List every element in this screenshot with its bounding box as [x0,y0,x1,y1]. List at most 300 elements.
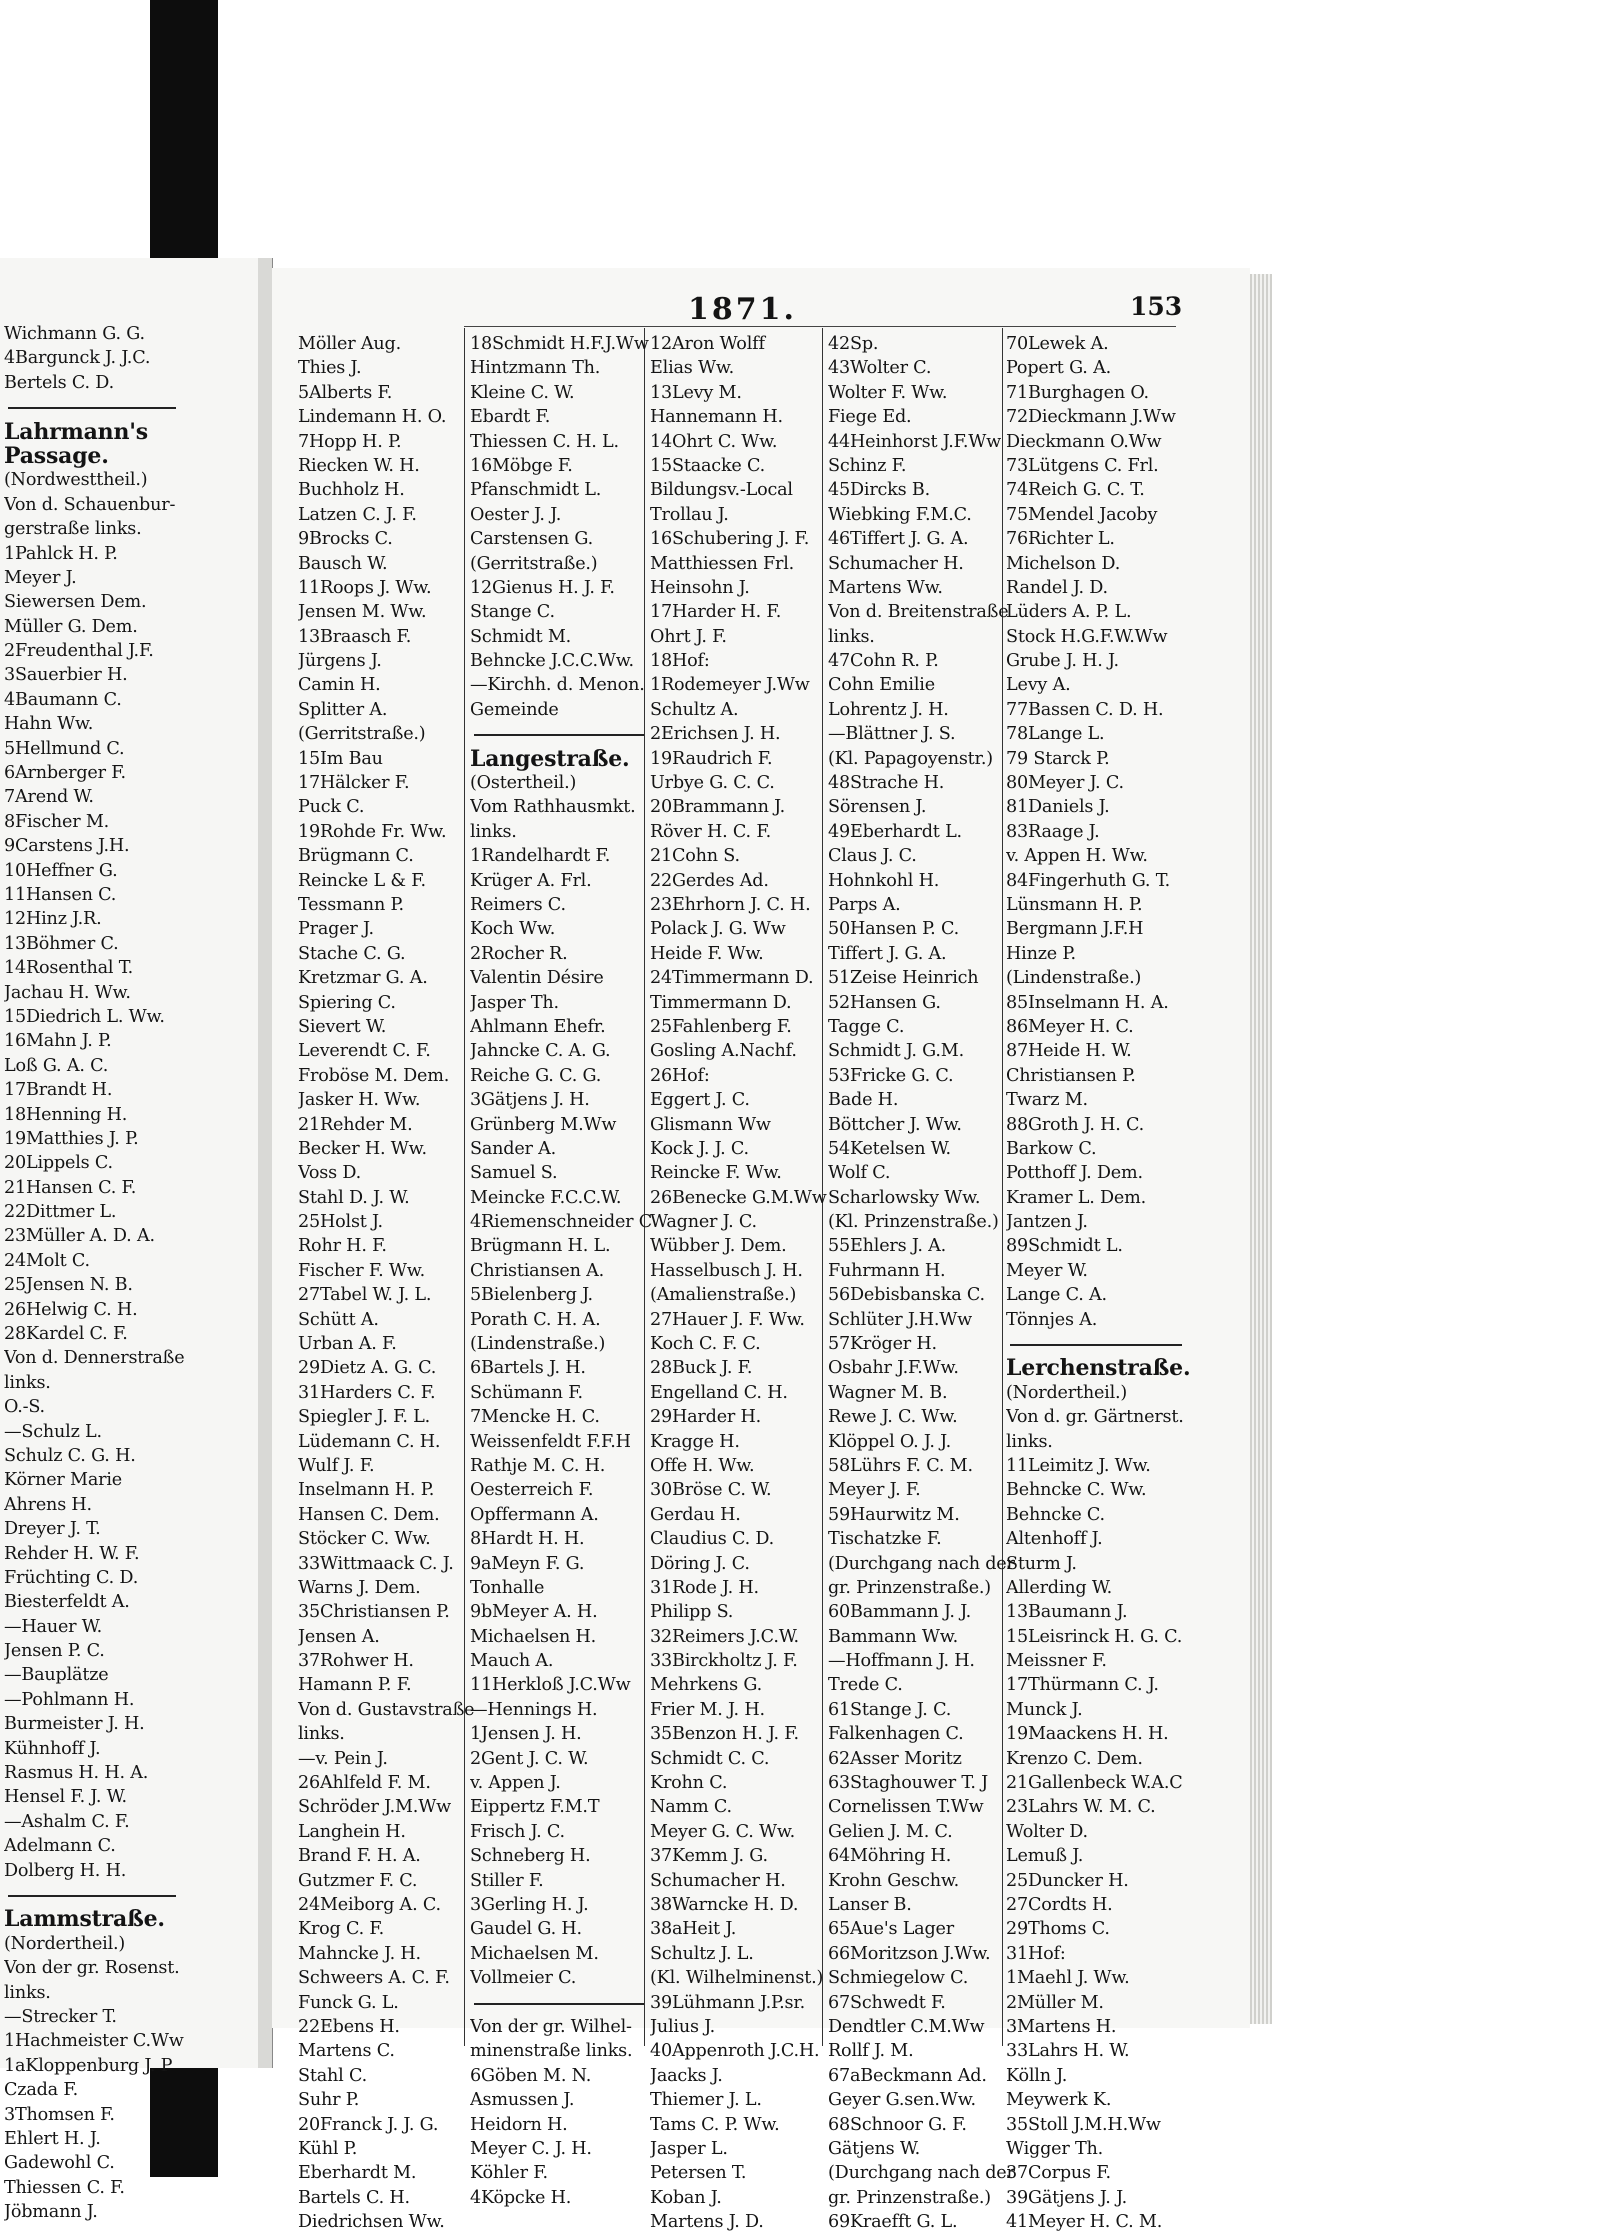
directory-entry: Bildungsv.-Local [650,480,793,501]
directory-entry: 28Buck J. F. [650,1358,753,1379]
directory-entry: —Hoffmann J. H. [828,1651,975,1672]
directory-entry: links. [4,1372,51,1393]
directory-entry: Stahl C. [298,2065,367,2086]
directory-entry: Mehrkens G. [650,1675,763,1696]
directory-entry: Barkow C. [1006,1138,1097,1159]
directory-entry: 68Schnoor G. F. [828,2114,967,2135]
directory-entry: Meyer G. C. Ww. [650,1821,796,1842]
directory-entry: Ehlert H. J. [4,2128,101,2149]
directory-entry: Glismann Ww [650,1114,771,1135]
directory-entry: Martens Ww. [828,577,943,598]
directory-entry: Sörensen J. [828,797,927,818]
directory-entry: (Amalienstraße.) [650,1285,797,1306]
directory-entry: Splitter A. [298,699,388,720]
directory-entry: 25Holst J. [298,1212,383,1233]
directory-entry: Adelmann C. [4,1836,116,1857]
directory-entry: Petersen T. [650,2163,747,2184]
directory-entry: 52Hansen G. [828,992,941,1013]
street-heading: Langestraße. [470,746,630,772]
directory-entry: Ohrt J. F. [650,626,727,647]
directory-entry: Meincke F.C.C.W. [470,1187,622,1208]
directory-entry: Rohr H. F. [298,1236,387,1257]
directory-entry: Dendtler C.M.Ww [828,2016,985,2037]
directory-entry: Tessmann P. [298,894,404,915]
directory-entry: Von d. Breitenstraße [828,602,1009,623]
directory-entry: Behncke J.C.C.Ww. [470,651,634,672]
directory-entry: 20Brammann J. [650,797,786,818]
directory-entry: Thies J. [298,358,362,379]
directory-entry: links. [828,626,875,647]
directory-entry: Sander A. [470,1138,557,1159]
directory-entry: —Hennings H. [470,1699,598,1720]
directory-entry: Schumacher H. [828,553,964,574]
directory-entry: Lemuß J. [1006,1846,1084,1867]
directory-entry: Oester J. J. [470,504,562,525]
directory-entry: Parps A. [828,894,901,915]
street-heading: Lerchenstraße. [1006,1356,1191,1381]
directory-entry: 25Duncker H. [1006,1870,1129,1891]
directory-entry: Offe H. Ww. [650,1455,755,1476]
directory-entry: 11Hansen C. [4,884,117,905]
directory-entry: Claudius C. D. [650,1529,775,1550]
directory-entry: Wagner J. C. [650,1212,757,1233]
directory-entry: Samuel S. [470,1163,558,1184]
directory-entry: 80Meyer J. C. [1006,773,1124,794]
directory-entry: Körner Marie [4,1470,122,1491]
directory-entry: Reimers C. [470,894,566,915]
directory-entry: Christiansen P. [1006,1065,1136,1086]
directory-entry: Meyer J. [4,567,77,588]
directory-entry: 1aKloppenburg J. P [4,2055,173,2076]
directory-entry: Grünberg M.Ww [470,1114,617,1135]
directory-entry: Sturm J. [1006,1553,1077,1574]
directory-entry: 67aBeckmann Ad. [828,2065,987,2086]
directory-entry: 35Christiansen P. [298,1602,450,1623]
directory-entry: Krog C. F. [298,1919,385,1940]
directory-entry: 50Hansen P. C. [828,919,959,940]
directory-entry: 12Gienus H. J. F. [470,577,615,598]
directory-entry: 27Tabel W. J. L. [298,1285,432,1306]
directory-entry: Gutzmer F. C. [298,1870,418,1891]
directory-entry: Gaudel G. H. [470,1919,582,1940]
directory-entry: v. Appen H. Ww. [1006,846,1148,867]
directory-entry: 76Richter L. [1006,529,1115,550]
directory-entry: Reincke F. Ww. [650,1163,782,1184]
directory-entry: Krüger A. Frl. [470,870,592,891]
directory-entry: Grube J. H. J. [1006,651,1119,672]
directory-entry: Gerdau H. [650,1504,741,1525]
directory-entry: 12Aron Wolff [650,334,765,354]
directory-entry: —v. Pein J. [298,1748,388,1769]
directory-entry: 26Ahlfeld F. M. [298,1773,431,1794]
directory-entry: Twarz M. [1006,1090,1088,1111]
directory-entry: 14Rosenthal T. [4,958,134,979]
directory-entry: Wolter D. [1006,1821,1088,1842]
directory-entry: Jasper L. [650,2138,728,2159]
directory-entry: (Nordwesttheil.) [4,470,148,491]
directory-entry: Diedrichsen Ww. [298,2212,445,2233]
directory-entry: Polack J. G. Ww [650,919,786,940]
directory-entry: 8Hardt H. H. [470,1529,585,1550]
directory-entry: Falkenhagen C. [828,1724,964,1745]
directory-entry: Von d. Dennerstraße [4,1348,185,1369]
directory-column-3 [650,332,827,2234]
directory-entry: Leverendt C. F. [298,1041,431,1062]
directory-entry: 83Raage J. [1006,821,1100,842]
directory-entry: Sievert W. [298,1016,387,1037]
directory-entry: Pfanschmidt L. [470,480,602,501]
directory-entry: 47Cohn R. P. [828,651,939,672]
directory-entry: 20Franck J. J. G. [298,2114,439,2135]
directory-entry: Lohrentz J. H. [828,699,949,720]
directory-entry: 69Kraefft G. L. [828,2212,958,2233]
directory-entry: 77Bassen C. D. H. [1006,699,1164,720]
directory-entry: 7Arend W. [4,787,94,808]
directory-entry: Schröder J.M.Ww [298,1797,451,1818]
directory-entry: Trede C. [828,1675,903,1696]
directory-entry: Oesterreich F. [470,1480,594,1501]
directory-entry: 40Appenroth J.C.H. [650,2041,820,2062]
directory-entry: 55Ehlers J. A. [828,1236,947,1257]
directory-entry: 1Hachmeister C.Ww [4,2031,184,2052]
directory-entry: Lüders A. P. L. [1006,602,1132,623]
directory-entry: (Lindenstraße.) [470,1334,606,1355]
directory-entry: Schultz J. L. [650,1943,754,1964]
directory-entry: 28Kardel C. F. [4,1324,128,1345]
directory-entry: 18Schmidt H.F.J.Ww [470,334,649,354]
directory-entry: Osbahr J.F.Ww. [828,1358,959,1379]
directory-entry: 23Lahrs W. M. C. [1006,1797,1156,1818]
directory-entry: 63Staghouwer T. J [828,1773,988,1794]
directory-entry: Voss D. [298,1163,362,1184]
directory-entry: Urbye G. C. C. [650,773,775,794]
directory-entry: 78Lange L. [1006,724,1105,745]
directory-entry: 32Reimers J.C.W. [650,1626,799,1647]
directory-entry: Döring J. C. [650,1553,750,1574]
directory-entry: 4Bargunck J. J.C. [4,348,151,369]
directory-entry: Jürgens J. [298,651,382,672]
directory-entry: —Hauer W. [4,1616,102,1637]
directory-entry: 21Gallenbeck W.A.C [1006,1773,1183,1794]
directory-entry: Früchting C. D. [4,1567,139,1588]
directory-entry: 22Dittmer L. [4,1202,117,1223]
directory-entry: (Lindenstraße.) [1006,968,1142,989]
left-page-column [4,322,184,2224]
directory-entry: 66Moritzson J.Ww. [828,1943,991,1964]
directory-entry: 18Henning H. [4,1104,128,1125]
directory-entry: 38Warncke H. D. [650,1895,799,1915]
directory-entry: Gosling A.Nachf. [650,1041,797,1062]
directory-entry: Schümann F. [470,1382,583,1403]
directory-entry: Koban J. [650,2187,722,2208]
directory-entry: 35Benzon H. J. F. [650,1724,799,1745]
directory-entry: 56Debisbanska C. [828,1285,985,1306]
directory-entry: Von d. gr. Gärtnerst. [1006,1407,1184,1428]
directory-column-4 [828,332,1015,2234]
directory-entry: Fuhrmann H. [828,1260,946,1281]
directory-entry: Jaacks J. [650,2065,723,2086]
directory-entry: 62Asser Moritz [828,1748,962,1769]
directory-entry: 37Rohwer H. [298,1651,414,1672]
directory-entry: 3Gätjens J. H. [470,1090,590,1111]
directory-entry: 6Arnberger F. [4,763,126,784]
section-rule [470,1991,652,2015]
directory-entry: 24Molt C. [4,1250,90,1271]
directory-entry: Hahn Ww. [4,714,94,735]
directory-entry: Reiche G. C. G. [470,1065,602,1086]
directory-entry: Hasselbusch J. H. [650,1260,803,1281]
directory-entry: Schmidt J. G.M. [828,1041,964,1062]
directory-entry: links. [1006,1431,1053,1452]
directory-entry: Stiller F. [470,1870,544,1891]
directory-entry: Wolf C. [828,1163,891,1184]
directory-entry: Röver H. C. F. [650,821,771,842]
directory-entry: Siewersen Dem. [4,592,147,613]
directory-entry: Engelland C. H. [650,1382,788,1403]
directory-entry: 7Mencke H. C. [470,1407,600,1428]
directory-entry: Jasper Th. [470,992,559,1013]
directory-entry: Heinsohn J. [650,577,750,598]
directory-entry: 5Alberts F. [298,382,393,403]
directory-entry: 13Baumann J. [1006,1602,1128,1623]
directory-entry: 39Lühmann J.P.sr. [650,1992,806,2013]
directory-entry: Tischatzke F. [828,1529,942,1550]
directory-entry: 3Thomsen F. [4,2104,115,2125]
directory-entry: 11Herkloß J.C.Ww [470,1675,631,1696]
directory-entry: Wolter F. Ww. [828,382,948,403]
directory-entry: Kretzmar G. A. [298,968,428,989]
directory-entry: Meissner F. [1006,1651,1107,1672]
directory-entry: Schütt A. [298,1309,379,1330]
directory-entry: Behncke C. [1006,1504,1105,1525]
directory-entry: 14Ohrt C. Ww. [650,431,778,452]
directory-entry: Dreyer J. T. [4,1519,101,1540]
page-year: 1871. [688,292,797,327]
directory-entry: 9Carstens J.H. [4,836,130,857]
directory-entry: Scharlowsky Ww. [828,1187,981,1208]
directory-entry: Kölln J. [1006,2065,1068,2086]
directory-entry: 42Sp. [828,334,879,354]
directory-entry: Wigger Th. [1006,2138,1103,2159]
directory-entry: Vom Rathhausmkt. [470,797,636,818]
directory-entry: Hohnkohl H. [828,870,940,891]
directory-entry: Popert G. A. [1006,358,1111,379]
page-edges [1250,274,1272,2024]
directory-entry: Müller G. Dem. [4,616,138,637]
directory-entry: Bade H. [828,1090,899,1111]
directory-entry: Klöppel O. J. J. [828,1431,952,1452]
directory-entry: gerstraße links. [4,519,142,540]
directory-entry: Cornelissen T.Ww [828,1797,984,1818]
directory-entry: 19Rohde Fr. Ww. [298,821,447,842]
directory-entry: 1Rodemeyer J.Ww [650,675,810,696]
directory-entry: 13Böhmer C. [4,933,119,954]
directory-entry: Meyer W. [1006,1260,1088,1281]
directory-entry: 65Aue's Lager [828,1919,954,1940]
directory-entry: 88Groth J. H. C. [1006,1114,1145,1135]
directory-entry: Elias Ww. [650,358,735,379]
directory-entry: 25Fahlenberg F. [650,1016,792,1037]
directory-entry: Trollau J. [650,504,729,525]
directory-entry: links. [470,821,517,842]
directory-entry: Frier M. J. H. [650,1699,765,1720]
directory-entry: 67Schwedt F. [828,1992,946,2013]
directory-entry: Meywerk K. [1006,2090,1112,2111]
directory-entry: Prager J. [298,919,374,940]
directory-entry: Koch Ww. [470,919,556,940]
directory-entry: Kühnhoff J. [4,1738,101,1759]
directory-entry: 15Diedrich L. Ww. [4,1006,165,1027]
directory-entry: 86Meyer H. C. [1006,1016,1134,1037]
directory-entry: 29Dietz A. G. C. [298,1358,437,1379]
directory-entry: 31Harders C. F. [298,1382,436,1403]
directory-entry: 89Schmidt L. [1006,1236,1123,1257]
directory-entry: 6Göben M. N. [470,2065,592,2086]
directory-entry: 51Zeise Heinrich [828,968,979,989]
directory-entry: 24Timmermann D. [650,968,814,989]
directory-entry: Hamann P. F. [298,1675,412,1696]
directory-entry: 16Möbge F. [470,455,573,476]
directory-entry: Wichmann G. G. [4,324,145,344]
directory-entry: Kramer L. Dem. [1006,1187,1147,1208]
directory-entry: 64Möhring H. [828,1846,952,1867]
directory-entry: 4Köpcke H. [470,2187,572,2208]
directory-entry: Gätjens W. [828,2138,921,2159]
directory-entry: Rasmus H. H. A. [4,1763,149,1784]
header-rule [464,326,1176,327]
directory-entry: Funck G. L. [298,1992,399,2013]
binding-strap-top [150,0,218,262]
directory-entry: Wulf J. F. [298,1455,375,1476]
directory-entry: 38aHeit J. [650,1919,737,1940]
directory-entry: Inselmann H. P. [298,1480,435,1501]
directory-entry: 23Müller A. D. A. [4,1226,155,1247]
directory-entry: Lindemann H. O. [298,407,447,428]
directory-entry: Vollmeier C. [470,1968,577,1989]
directory-entry: (Nordertheil.) [1006,1382,1128,1403]
directory-entry: 1Jensen J. H. [470,1724,582,1745]
directory-entry: Langhein H. [298,1821,406,1842]
directory-entry: Krohn Geschw. [828,1870,960,1891]
directory-entry: 33Lahrs H. W. [1006,2041,1130,2062]
directory-entry: Koch C. F. C. [650,1334,761,1355]
directory-entry: Timmermann D. [650,992,792,1013]
directory-entry: Opffermann A. [470,1504,599,1525]
directory-entry: Schlüter J.H.Ww [828,1309,973,1330]
directory-entry: Fischer F. Ww. [298,1260,425,1281]
directory-entry: 9Brocks C. [298,529,393,550]
directory-entry: Gelien J. M. C. [828,1821,953,1842]
directory-entry: 73Lütgens C. Frl. [1006,455,1159,476]
directory-entry: 17Brandt H. [4,1080,113,1101]
directory-entry: Jantzen J. [1006,1212,1088,1233]
directory-entry: 21Hansen C. F. [4,1177,137,1198]
directory-entry: Czada F. [4,2080,79,2101]
directory-entry: 4Riemenschneider C [470,1212,653,1233]
directory-entry: Camin H. [298,675,381,696]
directory-entry: 27Hauer J. F. Ww. [650,1309,805,1330]
directory-entry: Latzen C. J. F. [298,504,417,525]
directory-entry: Frisch J. C. [470,1821,565,1842]
directory-entry: 46Tiffert J. G. A. [828,529,969,550]
directory-entry: 26Hof: [650,1065,710,1086]
directory-entry: Randel J. D. [1006,577,1108,598]
directory-entry: 17Harder H. F. [650,602,782,623]
directory-entry: Hannemann H. [650,407,783,428]
directory-entry: 81Daniels J. [1006,797,1110,818]
directory-entry: Brand F. H. A. [298,1846,421,1867]
directory-entry: Stock H.G.F.W.Ww [1006,626,1168,647]
directory-entry: 15Staacke C. [650,455,766,476]
directory-entry: 5Bielenberg J. [470,1285,593,1306]
directory-column-5 [1006,332,1190,2234]
directory-entry: 12Hinz J.R. [4,909,102,930]
directory-entry: Ebardt F. [470,407,551,428]
book-gutter [258,258,273,2068]
directory-entry: Wiebking F.M.C. [828,504,972,525]
directory-entry: Mauch A. [470,1651,554,1672]
directory-entry: Potthoff J. Dem. [1006,1163,1143,1184]
directory-entry: Bausch W. [298,553,388,574]
directory-column-1 [298,332,474,2234]
directory-entry: Spiering C. [298,992,396,1013]
directory-entry: Bertels C. D. [4,372,114,393]
directory-entry: Dieckmann O.Ww [1006,431,1162,452]
directory-entry: Lange C. A. [1006,1285,1107,1306]
directory-entry: Asmussen J. [470,2090,575,2111]
directory-entry: Julius J. [650,2016,716,2037]
directory-entry: 26Benecke G.M.Ww [650,1187,827,1208]
directory-entry: 33Birckholtz J. F. [650,1651,798,1672]
directory-entry: 70Lewek A. [1006,334,1109,354]
directory-entry: Schweers A. C. F. [298,1968,450,1989]
directory-entry: 87Heide H. W. [1006,1041,1132,1062]
directory-entry: 3Sauerbier H. [4,665,128,686]
directory-entry: —Bauplätze [4,1665,109,1686]
directory-entry: Riecken W. H. [298,455,420,476]
directory-entry: 3Gerling H. J. [470,1895,589,1915]
directory-entry: (Gerritstraße.) [298,724,426,745]
directory-entry: Matthiessen Frl. [650,553,795,574]
directory-entry: Tams C. P. Ww. [650,2114,780,2135]
directory-entry: Valentin Désire [470,968,604,989]
directory-entry: 85Inselmann H. A. [1006,992,1169,1013]
directory-entry: 18Hof: [650,651,710,672]
directory-entry: Behncke C. Ww. [1006,1480,1147,1501]
directory-entry: 72Dieckmann J.Ww [1006,407,1176,428]
directory-entry: —Pohlmann H. [4,1689,135,1710]
directory-entry: Kock J. J. C. [650,1138,749,1159]
directory-entry: (Gerritstraße.) [470,553,598,574]
directory-entry: Porath C. H. A. [470,1309,601,1330]
directory-entry: Ahrens H. [4,1494,92,1515]
directory-entry: Mahncke J. H. [298,1943,421,1964]
directory-entry: Schumacher H. [650,1870,786,1891]
directory-entry: Froböse M. Dem. [298,1065,450,1086]
directory-entry: Jöbmann J. [4,2202,98,2223]
directory-entry: Rathje M. C. H. [470,1455,606,1476]
directory-entry: Urban A. F. [298,1334,397,1355]
directory-entry: Tonhalle [470,1577,545,1598]
directory-entry: —Blättner J. S. [828,724,956,745]
directory-entry: 31Rode J. H. [650,1577,759,1598]
directory-entry: Tönnjes A. [1006,1309,1098,1330]
directory-entry: 29Thoms C. [1006,1919,1110,1940]
directory-entry: 2Freudenthal J.F. [4,641,154,662]
directory-entry: Köhler F. [470,2163,548,2184]
directory-entry: Stange C. [470,602,555,623]
directory-entry: Reincke L & F. [298,870,426,891]
